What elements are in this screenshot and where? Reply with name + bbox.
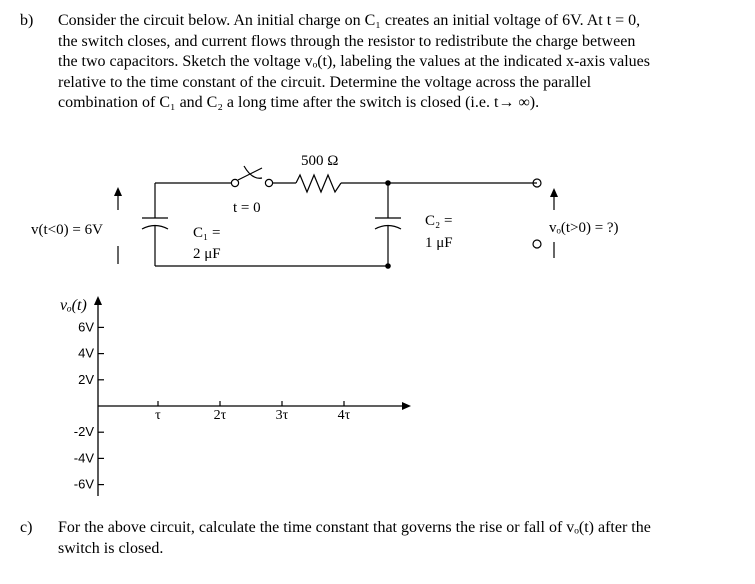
problem-b-text bbox=[58, 11, 735, 114]
problem-b-line: relative to the time constant of the circuit. Determine the voltage across the parallel bbox=[58, 73, 592, 91]
output-voltage-label: vₒ(t>0) = ?) bbox=[549, 220, 619, 236]
voltage-sketch-chart bbox=[0, 290, 460, 500]
y-axis-label: vₒ(t) bbox=[60, 297, 87, 314]
resistor bbox=[296, 175, 341, 192]
source-arrowhead bbox=[114, 187, 122, 196]
problem-b-line: Consider the circuit below. An initial charge on C₁ creates an initial voltage of 6V. At t = 0, bbox=[58, 12, 641, 29]
switch-contact-left bbox=[231, 179, 238, 186]
circuit-diagram bbox=[0, 140, 755, 290]
y-tick-label: -2V bbox=[73, 424, 94, 440]
problem-b-line: the two capacitors. Sketch the voltage vₒ(t), labeling the values at the indicated x-axis values bbox=[58, 53, 650, 70]
problem-b-line: combination of C₁ and C₂ a long time after the switch is closed (i.e. t→ ∞). bbox=[58, 94, 540, 111]
y-tick-label: -4V bbox=[73, 450, 94, 466]
output-terminal-bottom bbox=[533, 240, 541, 248]
x-axis-arrowhead bbox=[402, 402, 411, 410]
problem-b-line: the switch closes, and current flows through the resistor to redistribute the charge between bbox=[58, 32, 636, 50]
y-tick-label: -6V bbox=[73, 476, 94, 492]
x-tick-label: 2τ bbox=[213, 408, 227, 423]
y-axis-arrowhead bbox=[94, 296, 102, 305]
c1-label-top: C₁ = bbox=[193, 225, 221, 241]
c2-label-bottom: 1 μF bbox=[425, 235, 453, 251]
problem-b bbox=[20, 11, 735, 114]
resistor-label: 500 Ω bbox=[301, 153, 339, 169]
y-tick-label: 6V bbox=[78, 319, 94, 335]
y-tick-label: 4V bbox=[78, 345, 94, 361]
junction-node-top bbox=[385, 180, 391, 186]
y-tick-label: 2V bbox=[78, 371, 94, 387]
problem-c-line: switch is closed. bbox=[58, 539, 164, 557]
x-tick-label: 4τ bbox=[337, 408, 351, 423]
problem-b-tag: b) bbox=[20, 12, 34, 29]
x-tick-label: 3τ bbox=[275, 408, 289, 423]
problem-c-line: For the above circuit, calculate the time constant that governs the rise or fall of vₒ(t) after the bbox=[58, 519, 651, 536]
c1-label-bottom: 2 μF bbox=[193, 246, 221, 262]
switch-label: t = 0 bbox=[233, 200, 261, 216]
problem-c-text bbox=[58, 518, 735, 559]
c2-label-top: C₂ = bbox=[425, 213, 453, 229]
x-tick-label: τ bbox=[155, 408, 161, 423]
problem-c-tag: c) bbox=[20, 519, 33, 536]
junction-node-bottom bbox=[385, 263, 391, 269]
problem-c bbox=[20, 518, 735, 559]
source-voltage-label: v(t<0) = 6V bbox=[31, 222, 103, 238]
output-arrowhead bbox=[550, 188, 558, 197]
switch-contact-right bbox=[265, 179, 272, 186]
